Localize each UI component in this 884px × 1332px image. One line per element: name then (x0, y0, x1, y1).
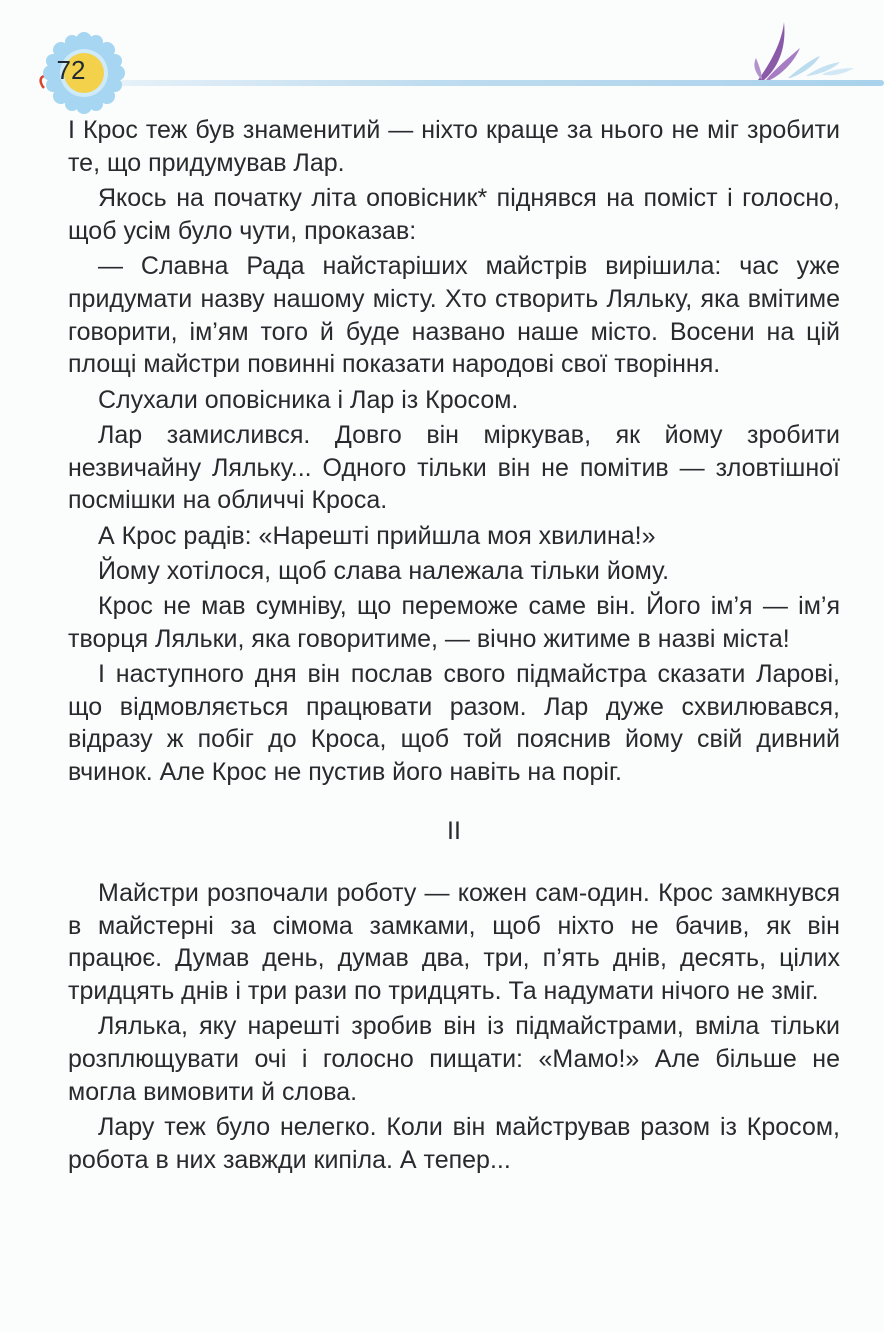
paragraph: Лялька, яку нарешті зробив він із підмайстрами, вміла тільки розплющувати очі і голосно пищати: «Мамо!» Але більше не могла вимовити й слова. (68, 1012, 840, 1107)
paragraph: Майстри розпочали роботу — кожен сам-один. Крос замкнувся в майстерні за сімома замками, щоб ніхто не бачив, як він працює. Думав день, думав два, три, п’ять днів, десять, цілих тридцять днів і три рази по тридцять. Та надумати нічого не зміг. (68, 878, 840, 1006)
paragraph: Слухали оповісника і Лар із Кросом. (98, 385, 519, 414)
story-text (68, 114, 840, 1177)
paragraph: Лару теж було нелегко. Коли він майстрував разом із Кросом, робота в них завжди кипіла. А тепер... (68, 1113, 840, 1175)
page-number: 72 (56, 55, 86, 85)
page-header (0, 0, 884, 110)
paragraph: Йому хотілося, щоб слава належала тільки йому. (98, 556, 670, 585)
paragraph: Лар замислився. Довго він міркував, як йому зробити незвичайну Ляльку... Одного тільки він не помітив — зловтішної посмішки на обличчі Кроса. (68, 420, 840, 515)
feather-leaves-ornament-icon (748, 18, 858, 84)
paragraph: — Славна Рада найстаріших майстрів вирішила: час уже придумати назву нашому місту. Хто створить Ляльку, яка вмітиме говорити, ім’ям того й буде названо наше місто. Восени на цій площі майстри повинні показати народові свої творіння. (68, 251, 840, 379)
paragraph: Якось на початку літа оповісник* піднявся на поміст і голосно, щоб усім було чути, проказав: (68, 183, 840, 245)
section-heading: II (447, 817, 461, 846)
paragraph: А Крос радів: «Нарешті прийшла моя хвилина!» (98, 521, 656, 550)
paragraph: Крос не мав сумніву, що переможе саме він. Його ім’я — ім’я творця Ляльки, яка говоритиме, — вічно житиме в назві міста! (68, 591, 840, 653)
paragraph: І наступного дня він послав свого підмайстра сказати Ларові, що відмовляється працювати разом. Лар дуже схвилювався, відразу ж побіг до Кроса, щоб той пояснив йому свій дивний вчинок. Але Крос не пустив його навіть на поріг. (68, 659, 840, 787)
paragraph: І Крос теж був знаменитий — ніхто краще за нього не міг зробити те, що придумував Лар. (68, 116, 840, 177)
